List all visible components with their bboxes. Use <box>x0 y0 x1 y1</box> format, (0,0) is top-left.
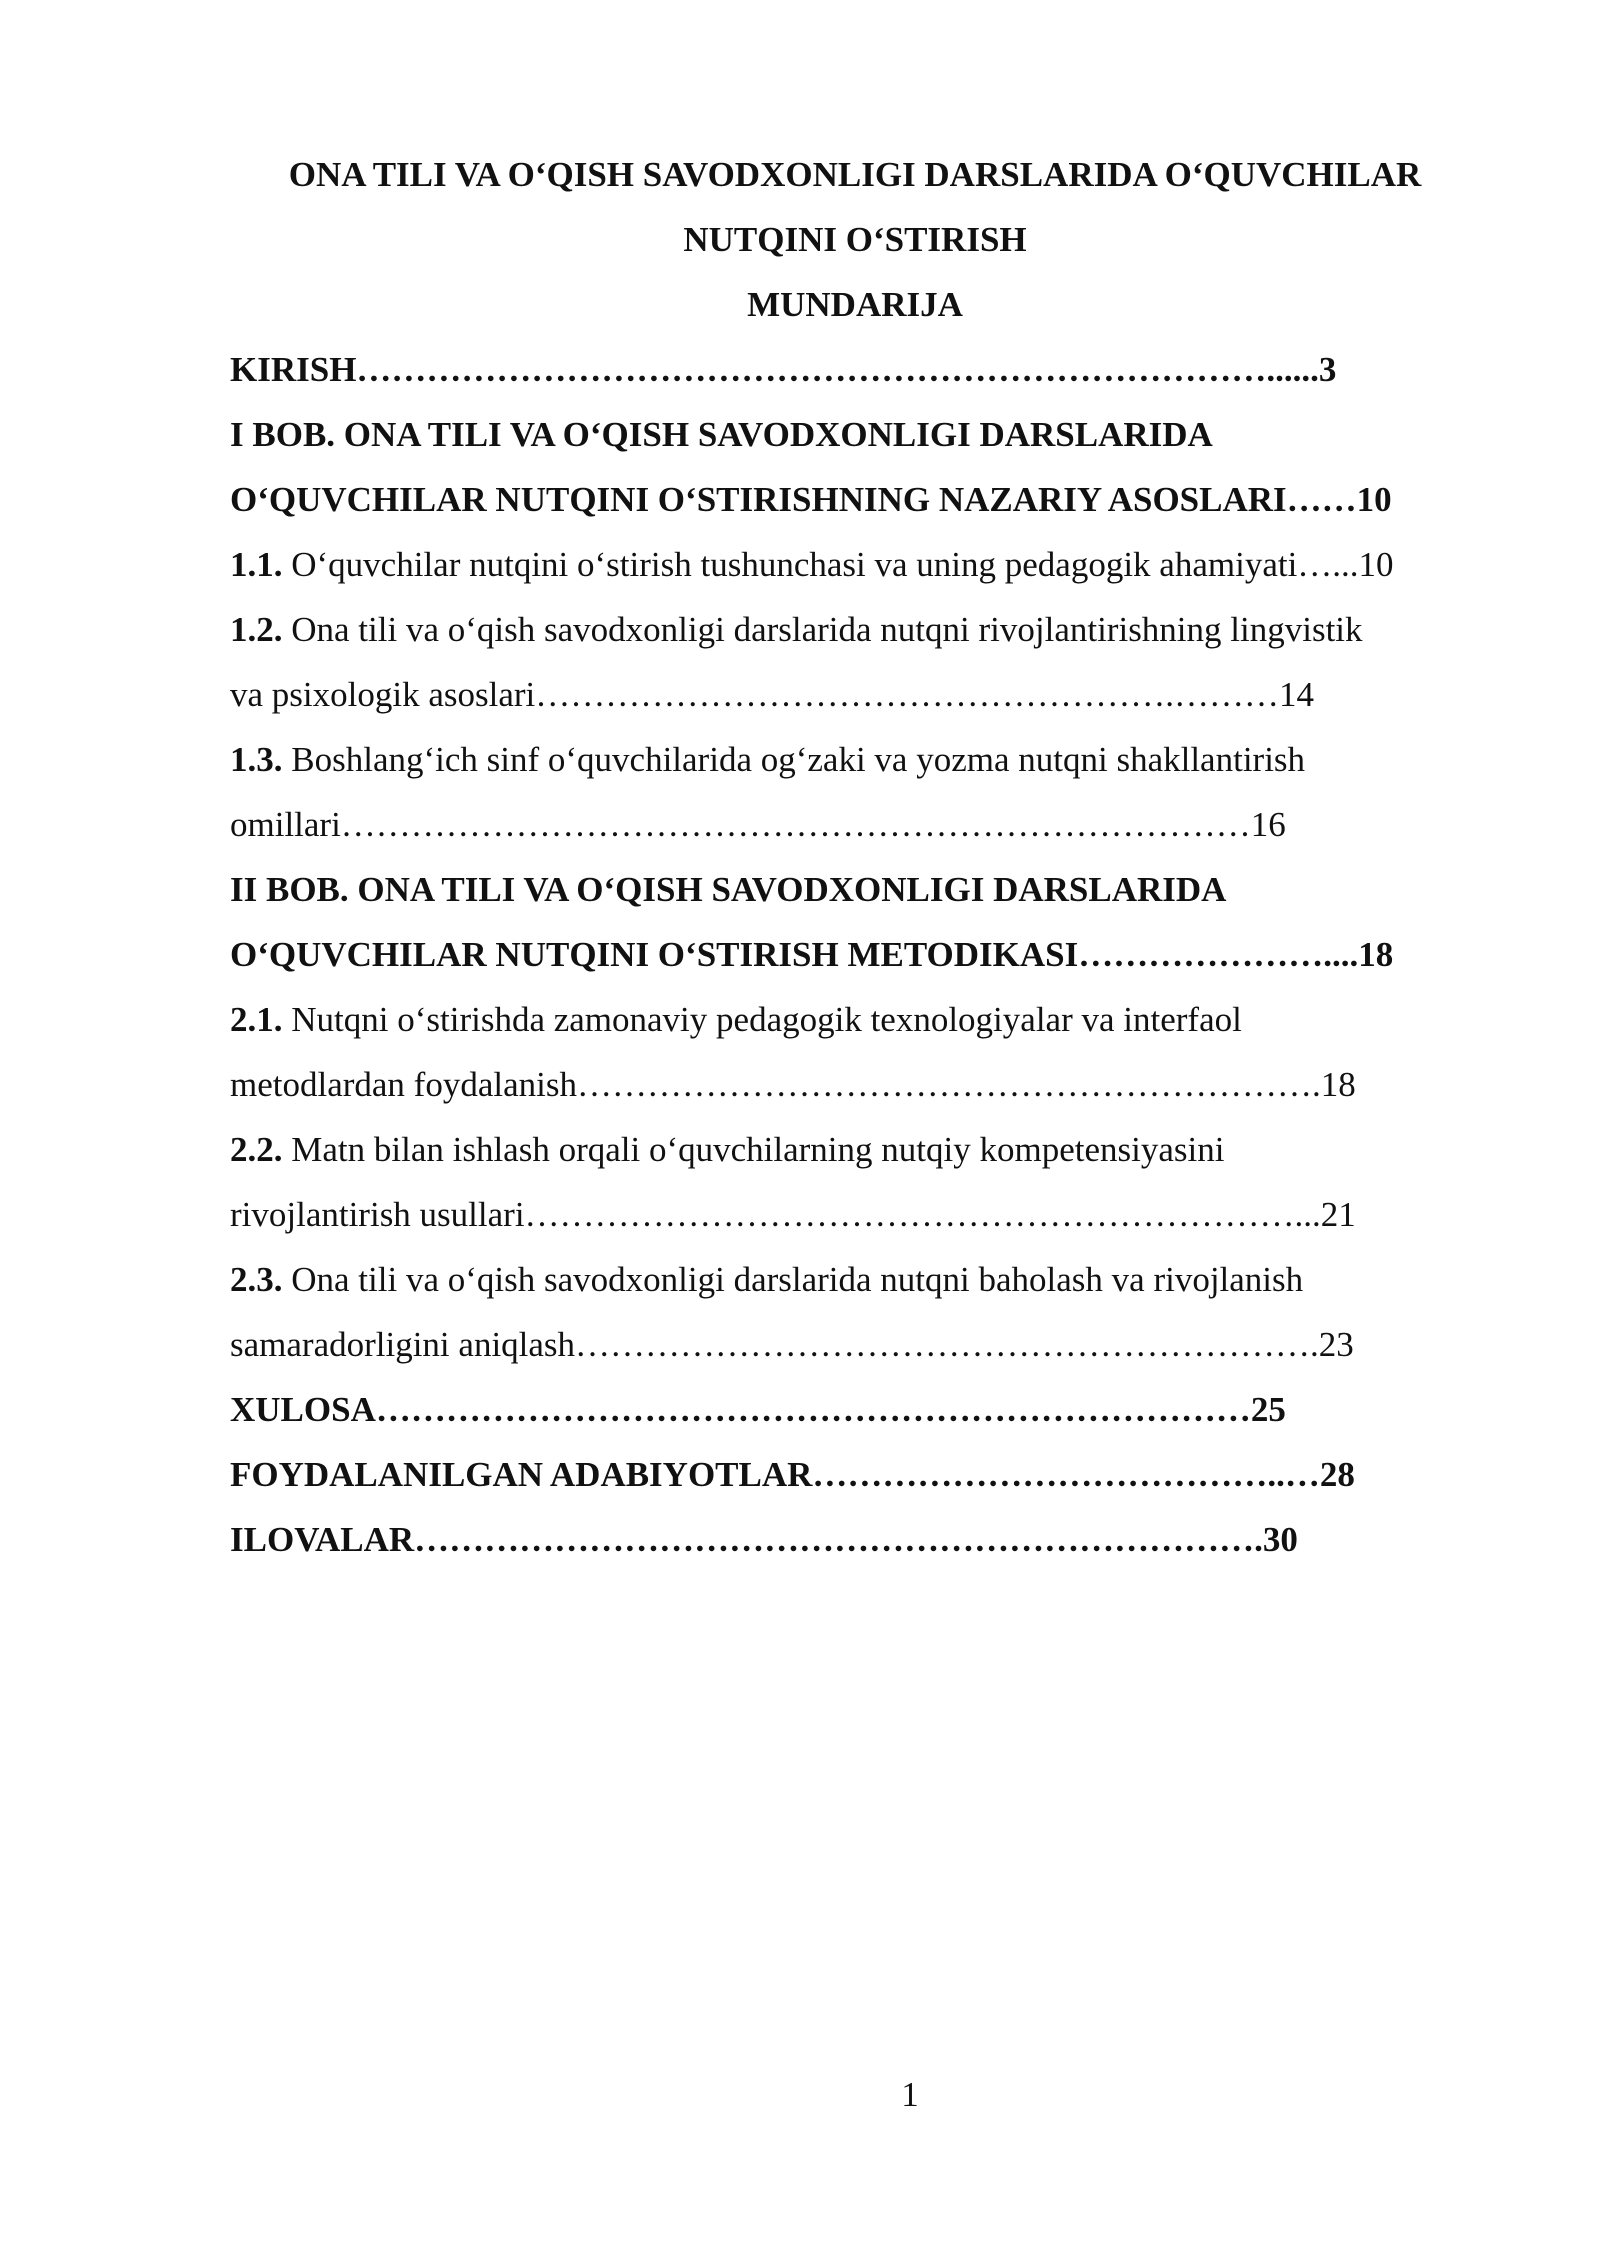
toc-entry-chapter-2-line-1: II BOB. ONA TILI VA O‘QISH SAVODXONLIGI DARSLARIDA <box>230 870 1227 909</box>
toc-entry-number: 2.2. <box>230 1130 283 1169</box>
document-title-line-2: NUTQINI O‘STIRISH <box>683 220 1027 259</box>
toc-entry-2-1-line-2: metodlardan foydalanish……………………………………………………….18 <box>230 1065 1356 1104</box>
toc-entry-xulosa: XULOSA…………………………………………………………………25 <box>230 1390 1286 1429</box>
toc-heading: MUNDARIJA <box>747 285 963 324</box>
toc-entry-2-2-line-2: rivojlantirish usullari…………………………………………………………...21 <box>230 1195 1356 1234</box>
toc-entry-text: Nutqni o‘stirishda zamonaviy pedagogik texnologiyalar va interfaol <box>282 1000 1242 1039</box>
document-title-line-1: ONA TILI VA O‘QISH SAVODXONLIGI DARSLARIDA O‘QUVCHILAR <box>288 155 1422 194</box>
toc-entry-1-2-line-2: va psixologik asoslari……………………………………………….………14 <box>230 675 1314 714</box>
toc-entry-text: Ona tili va o‘qish savodxonligi darslarida nutqni baholash va rivojlanish <box>282 1260 1304 1299</box>
toc-entry-ilovalar: ILOVALAR……………………………………………………………….30 <box>230 1520 1298 1559</box>
toc-entry-1-3-line-1 <box>230 740 1305 780</box>
toc-entry-1-1 <box>230 545 1394 585</box>
toc-entry-2-3-line-1 <box>230 1260 1303 1300</box>
page-number: 1 <box>901 2075 919 2114</box>
toc-entry-2-2-line-1 <box>230 1130 1224 1170</box>
toc-entry-number: 1.1. <box>230 545 283 584</box>
toc-entry-2-1-line-1 <box>230 1000 1242 1040</box>
toc-entry-number: 1.3. <box>230 740 283 779</box>
toc-entry-number: 1.2. <box>230 610 283 649</box>
toc-entry-text: Ona tili va o‘qish savodxonligi darslarida nutqni rivojlantirishning lingvistik <box>282 610 1363 649</box>
toc-entry-text: Boshlang‘ich sinf o‘quvchilarida og‘zaki va yozma nutqni shakllantirish <box>282 740 1306 779</box>
toc-entry-chapter-1-line-2: O‘QUVCHILAR NUTQINI O‘STIRISHNING NAZARIY ASOSLARI……10 <box>230 480 1392 519</box>
toc-entry-chapter-1-line-1: I BOB. ONA TILI VA O‘QISH SAVODXONLIGI DARSLARIDA <box>230 415 1213 454</box>
toc-entry-chapter-2-line-2: O‘QUVCHILAR NUTQINI O‘STIRISH METODIKASI…………………....18 <box>230 935 1394 974</box>
toc-entry-2-3-line-2: samaradorligini aniqlash……………………………………………………….23 <box>230 1325 1354 1364</box>
toc-entry-number: 2.1. <box>230 1000 283 1039</box>
toc-entry-text: Matn bilan ishlash orqali o‘quvchilarning nutqiy kompetensiyasini <box>282 1130 1225 1169</box>
toc-entry-kirish: KIRISH……………………………………………………………………......3 <box>230 350 1337 389</box>
toc-entry-number: 2.3. <box>230 1260 283 1299</box>
toc-entry-1-3-line-2: omillari……………………………………………………………………16 <box>230 805 1286 844</box>
toc-entry-1-2-line-1 <box>230 610 1363 650</box>
toc-entry-text: O‘quvchilar nutqini o‘stirish tushunchasi va uning pedagogik ahamiyati…...10 <box>282 545 1394 584</box>
toc-entry-adabiyotlar: FOYDALANILGAN ADABIYOTLAR…………………………………..…28 <box>230 1455 1355 1494</box>
